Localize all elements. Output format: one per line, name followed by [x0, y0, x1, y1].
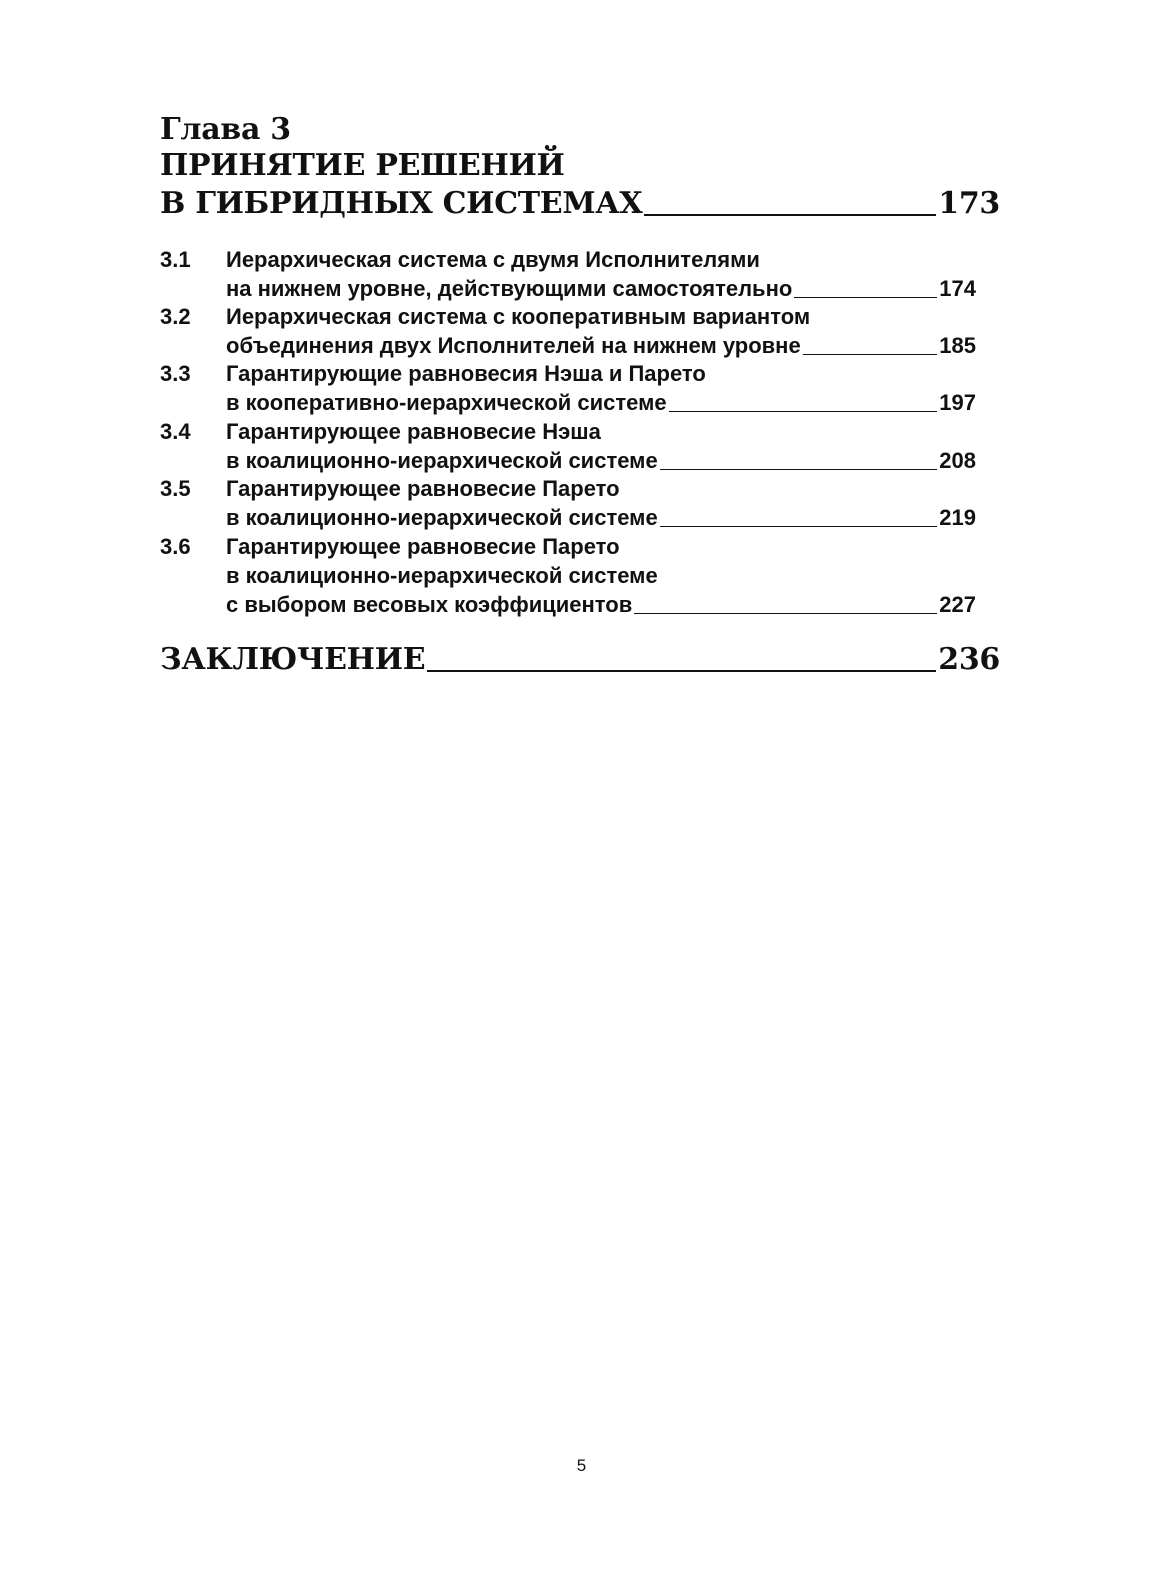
conclusion-title: ЗАКЛЮЧЕНИЕ	[160, 642, 426, 677]
section-page: 219	[939, 505, 976, 530]
leader-line	[794, 297, 937, 298]
leader-line	[669, 411, 938, 412]
section-title-line: Иерархическая система с кооперативным вариантом	[226, 304, 811, 329]
section-title-line: с выбором весовых коэффициентов	[226, 592, 633, 617]
section-number: 3.6	[160, 534, 191, 559]
section-number: 3.4	[160, 419, 191, 444]
section-page: 197	[939, 390, 976, 415]
section-title-line: Гарантирующие равновесия Нэша и Парето	[226, 361, 706, 386]
chapter-page: 173	[938, 186, 1000, 221]
section-title-line: в коалиционно-иерархической системе	[226, 448, 658, 473]
page-number: 5	[576, 1456, 587, 1475]
section-number: 3.3	[160, 361, 191, 386]
chapter-label: Глава 3	[160, 112, 291, 147]
chapter-entry[interactable]	[160, 186, 1000, 222]
leader-line	[644, 214, 936, 216]
leader-line	[803, 354, 938, 355]
chapter-title-line1: ПРИНЯТИЕ РЕШЕНИЙ	[160, 148, 565, 183]
section-number: 3.2	[160, 304, 191, 329]
chapter-title-line2: В ГИБРИДНЫХ СИСТЕМАХ	[160, 186, 643, 221]
section-title-line: в коалиционно-иерархической системе	[226, 505, 658, 530]
section-page: 185	[939, 333, 976, 358]
leader-line	[427, 670, 936, 672]
section-title-line: в кооперативно-иерархической системе	[226, 390, 667, 415]
section-title-line: в коалиционно-иерархической системе	[226, 563, 658, 588]
section-page: 227	[939, 592, 976, 617]
section-page: 174	[939, 276, 976, 301]
section-title-line: объединения двух Исполнителей на нижнем уровне	[226, 333, 801, 358]
leader-line	[634, 613, 937, 614]
section-title-line: Иерархическая система с двумя Исполнителями	[226, 247, 760, 272]
conclusion-page: 236	[938, 642, 1000, 677]
section-title-line: Гарантирующее равновесие Нэша	[226, 419, 601, 444]
leader-line	[660, 469, 938, 470]
leader-line	[660, 526, 938, 527]
section-number: 3.5	[160, 476, 191, 501]
section-page: 208	[939, 448, 976, 473]
section-title-line: Гарантирующее равновесие Парето	[226, 534, 620, 559]
section-title-line: Гарантирующее равновесие Парето	[226, 476, 620, 501]
section-title-line: на нижнем уровне, действующими самостоятельно	[226, 276, 793, 301]
conclusion-entry[interactable]	[160, 642, 1000, 678]
section-number: 3.1	[160, 247, 191, 272]
